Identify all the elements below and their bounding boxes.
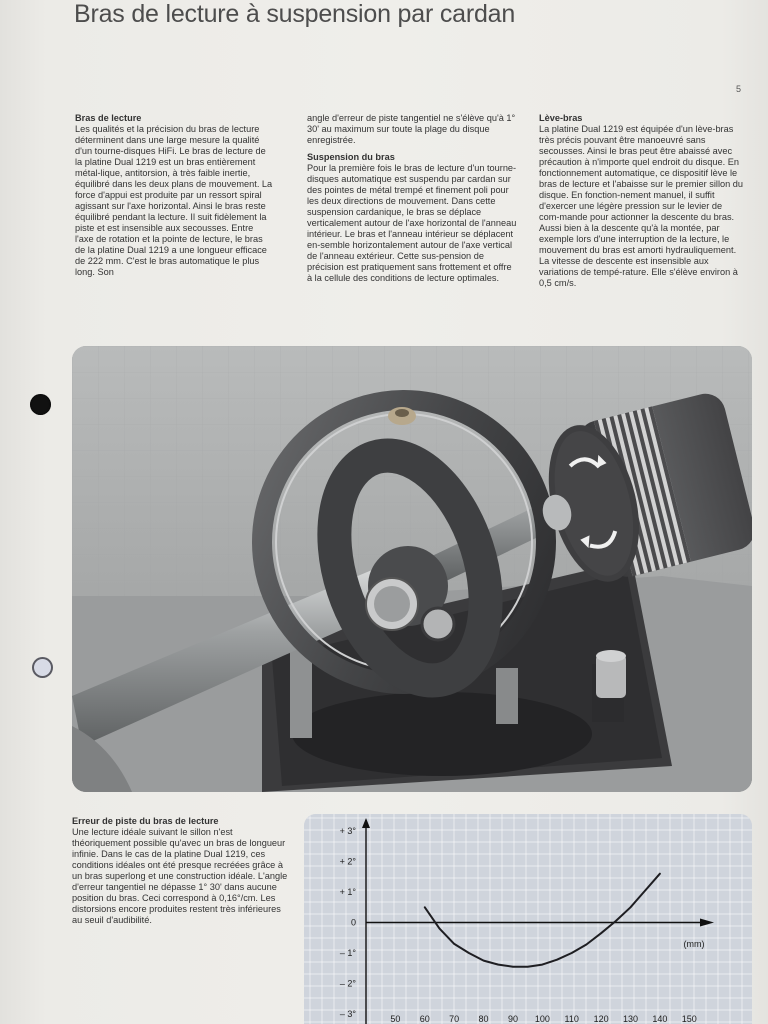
x-axis-label: (mm) xyxy=(683,938,705,949)
section-heading-erreur: Erreur de piste du bras de lecture xyxy=(72,816,219,826)
x-tick-label: 60 xyxy=(419,1014,430,1024)
binder-hole-top xyxy=(30,394,51,415)
x-tick-label: 100 xyxy=(534,1014,550,1024)
section-text-bras-suite: angle d'erreur de piste tangentiel ne s'élève qu'à 1° 30' au maximum sur toute la plage du disque enregistrée. xyxy=(307,113,516,145)
section-heading-leve-bras: Lève-bras xyxy=(539,113,583,123)
section-heading-bras: Bras de lecture xyxy=(75,113,142,123)
x-tick-label: 120 xyxy=(593,1014,609,1024)
section-text-leve-bras: La platine Dual 1219 est équipée d'un lève-bras très précis pouvant être manoeuvré sans secousses. Ainsi le bras peut être abaissé avec précaution à n'importe quel endroit du disque. En fonctionnement automatique, ce dispositif lève le bras de lecture et l'abaisse sur le premier sillon du disque. En fonction-nement manuel, il suffit d'exercer une légère pression sur le levier de com-mande pour actionner la descente du bras. xyxy=(539,124,743,222)
chart-svg xyxy=(304,814,752,1024)
tonearm-illustration xyxy=(72,346,752,792)
tonearm-photo xyxy=(72,346,752,792)
y-tick-label: – 3° xyxy=(339,1009,356,1019)
section-heading-suspension: Suspension du bras xyxy=(307,152,395,162)
y-tick-label: + 2° xyxy=(339,856,356,867)
section-text-bras: Les qualités et la précision du bras de lecture déterminent dans une large mesure la qualité d'un tourne-disques HiFi. Le bras de lecture de la platine Dual 1219 est un bras entièrement métal-lique, antitorsion, à très faible inertie, équilibré dans les deux plans de mouvement. La force d'appui est produite par un ressort spiral agissant sur l'axe horizontal. Ainsi le bras reste équilibré pendant la lecture. Il suit fidèlement la piste et est insensible aux secousses. Entre l'axe de rotation et la pointe de lecture, le bras de la platine Dual 1219 a une longueur efficace de 222 mm. C'est le bras automatique le plus long. Son xyxy=(75,124,273,277)
x-tick-label: 110 xyxy=(564,1014,579,1024)
column-leve-bras xyxy=(539,113,745,289)
y-tick-label: + 1° xyxy=(339,887,356,897)
x-tick-label: 130 xyxy=(623,1014,639,1024)
x-tick-label: 50 xyxy=(390,1014,401,1024)
y-tick-label: + 3° xyxy=(339,826,356,836)
section-text-leve-bras-2: Aussi bien à la descente qu'à la montée, par exemple lors d'une interruption de la lecture, le mouvement du bras est amorti hydrauliquement. La vitesse de descente est insensible aux variations de tempé-rature. Elle s'élève environ à 0,5 cm/s. xyxy=(539,223,738,288)
column-bras-de-lecture xyxy=(75,113,273,278)
binder-hole-bottom xyxy=(32,657,53,678)
x-tick-label: 70 xyxy=(449,1014,460,1024)
x-tick-label: 90 xyxy=(507,1014,518,1024)
x-tick-label: 80 xyxy=(478,1014,489,1024)
y-tick-label: – 1° xyxy=(339,948,356,958)
chart-background xyxy=(304,814,752,1024)
page-title: Bras de lecture à suspension par cardan xyxy=(74,0,516,28)
section-text-erreur: Une lecture idéale suivant le sillon n'est théoriquement possible qu'avec un bras de longueur infinie. Dans le cas de la platine Dual 1219, ces conditions idéales ont été presque recréées grâce à un bras superlong et une construction idéale. L'angle d'erreur tangentiel ne dépasse 1° 30' dans aucune position du bras. Ceci correspond à 0,16°/cm. Les distorsions encore produites restent très inférieures au seuil d'audibilité. xyxy=(72,827,288,925)
x-tick-label: 150 xyxy=(681,1014,697,1024)
tracking-error-chart xyxy=(304,814,752,1024)
y-tick-label: 0 xyxy=(350,917,356,928)
y-tick-label: – 2° xyxy=(339,978,356,989)
page-number: 5 xyxy=(736,84,742,94)
column-suspension xyxy=(307,113,519,284)
note-erreur-de-piste xyxy=(72,816,288,926)
x-tick-label: 140 xyxy=(652,1014,668,1024)
section-text-suspension: Pour la première fois le bras de lecture d'un tourne-disques automatique est suspendu par cardan sur des pointes de métal trempé et finement poli pour les deux directions de mouvement. Dans cette suspension cardanique, le bras se déplace verticalement autour de l'axe horizontal de l'anneau intérieur. Le bras et l'anneau intérieur se déplacent en-semble horizontalement autour de l'axe vertical de l'anneau extérieur. Cette sus-pension de précision est pratiquement sans frottement et offre à la cellule des conditions de lecture optimales. xyxy=(307,163,517,283)
